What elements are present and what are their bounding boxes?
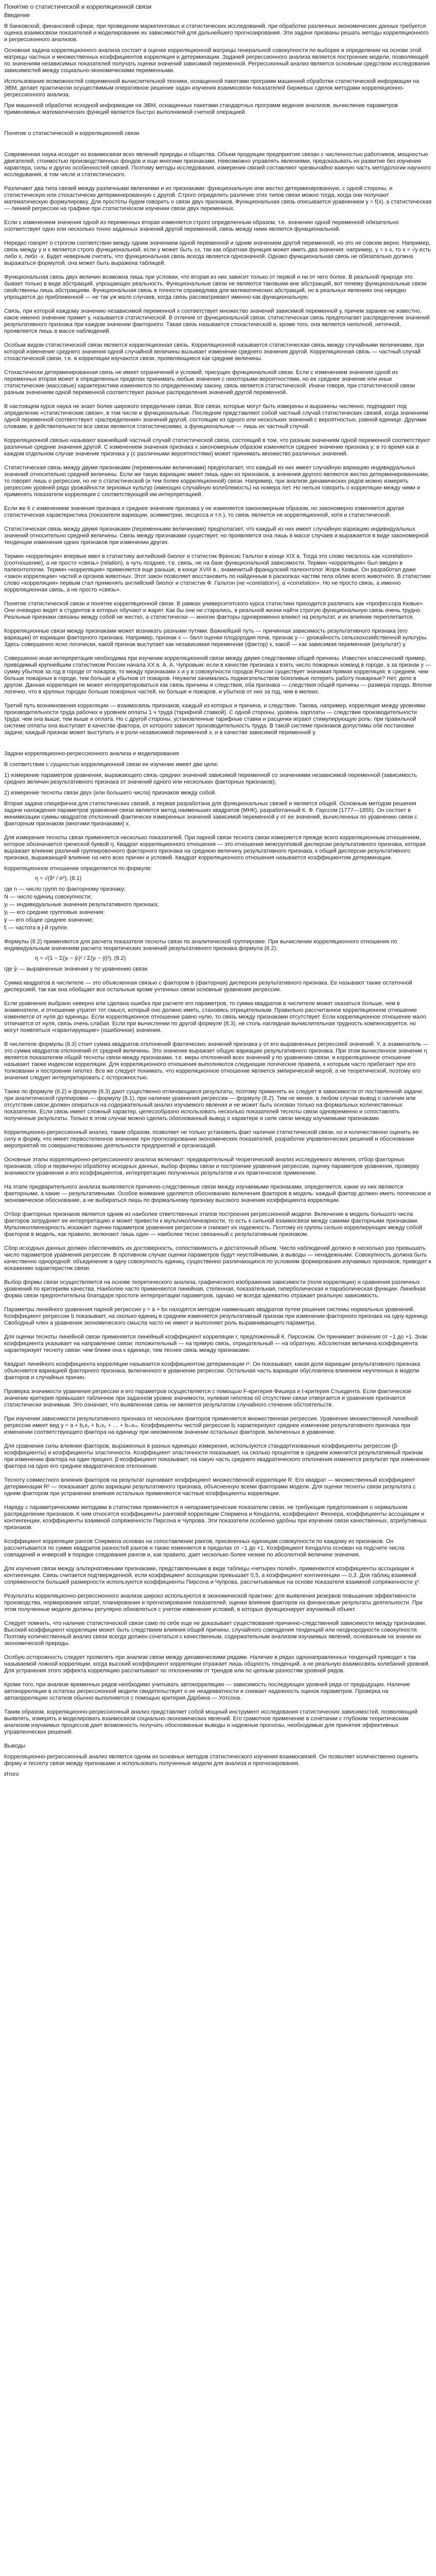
body-paragraph: Если же К с изменением значения признака х среднее значение признака у не изменяется закономерным образом, но закономерно изменяется другая статистическая характеристика (показатели вариации, асимметрии, эксцесса и т.п.), то связь является не корреляционной, хотя и статистической. [4, 505, 404, 518]
body-paragraph: Функциональная связь двух величин возможна лишь при условии, что вторая из них зависит только от первой и ни от чего более. В реальной природе это бывает только в виде абстракций, упрощающих реальность. Функциональные связи не являются таковыми вне абстракций, вот почему функциональные связи свойственны лишь абстракциям. Функциональная связь в точности справедлива для математических абстракций, но в реальных явлениях она нередко упрощается до приближенной — не так уж мало случаев, когда связь рассматривают именно как функциональную. [4, 274, 427, 300]
body-paragraph: Основные этапы корреляционно-регрессионного анализа включают: предварительный теоретический анализ исследуемого явления, отбор факторных признаков, сбор и первичную обработку исходных данных, выбор формы связи и построение уравнения регрессии, оценку параметров уравнения, проверку значимости уравнения и его коэффициентов, интерпретацию полученных результатов и их практическое применение. [4, 1157, 420, 1176]
formula-note: где ŷᵢ — выравненные значения у по уравнению связи. [4, 966, 149, 972]
body-paragraph: Результаты корреляционно-регрессионного анализа широко используются в экономической практике: для выявления резервов повышения эффективности производства, нормирования затрат, планирования и прогнозирования показателей, оценки влияния факторов на финансовые результаты деятельности. При этом полученные модели должны регулярно обновляться с учетом изменения условий, в которых функционирует изучаемый объект. [4, 1593, 423, 1613]
body-paragraph: Связь, при которой каждому значению независимой переменной х соответствует множество значений зависимой переменной у, причем заранее не известно, какое именно значение примет у, называется статистической. В отличие от функциональной связи, статистическая связь предполагает распределение значений результативного признака при каждом значении факторного. Такая связь называется стохастической и, кроме того, она является неполной, неточной, проявляется лишь в массе наблюдений. [4, 308, 430, 334]
body-paragraph: Для сравнения силы влияния факторов, выраженных в разных единицах измерения, используются стандартизованные коэффициенты регрессии (β-коэффициенты) и коэффициенты эластичности. Коэффициент эластичности показывает, на сколько процентов в среднем изменится результативный признак при изменении фактора на один процент. β-коэффициент показывает, на какую часть среднего квадратического отклонения изменится результат при изменении фактора на одно его среднее квадратическое отклонение. [4, 1443, 430, 1469]
legend-item: fⱼ — частота в j-й группе. [4, 925, 69, 931]
conclusion-label: Выводы [4, 1743, 26, 1749]
body-paragraph: Сбор исходных данных должен обеспечивать их достоверность, сопоставимость и достаточный объем. Число наблюдений должно в несколько раз превышать число параметров уравнения регрессии. В противном случае оценки параметров будут неустойчивыми, а выводы — ненадежными. Совокупность должна быть качественно однородной: объединение в одну совокупность единиц, существенно различающихся по условиям формирования изучаемых признаков, приводит к искажению характеристик связи. [4, 1245, 431, 1272]
body-paragraph: Для изучения связи между альтернативными признаками, представленными в виде таблицы «четырех полей», применяются коэффициенты ассоциации и контингенции. Связь считается подтвержденной, если коэффициент ассоциации превышает 0,5, а коэффициент контингенции — 0,3. Для таблиц взаимной сопряженности большей размерности используются коэффициенты Пирсона и Чупрова, рассчитываемые на основе показателя взаимной сопряженности χ². [4, 1566, 421, 1585]
body-paragraph: В соответствии с сущностью корреляционной связи ее изучение имеет две цели: [4, 761, 219, 768]
body-paragraph: Если с изменением значения одной из переменных вторая изменяется строго определенным образом, т.е. значению одной переменной обязательно соответствует одно или несколько точно заданных значений другой переменной, связь между ними является функциональной. [4, 219, 399, 232]
body-paragraph: В настоящем курсе наука не знает более широкого определения связи. Все связи, которые могут быть измерены и выражены численно, подпадают под определение «статистические связи», в том числе и функциональные. Последние представляют собой частный случай статистических связей, когда значениям одной переменной соответствуют «распределения» значений другой, состоящие из одного или нескольких значений с вероятностью, равной единице. Другими словами, в действительности все связи являются статистическими, а функциональные — лишь их частный случай. [4, 403, 428, 430]
body-paragraph: Нередко говорят о строгом соответствии между одним значением одной переменной и одним значением другой переменной, но это не совсем верно. Например, связь между у и х является строго функциональной, если у может быть ±x, так как обратная функция может иметь два значения: например, у = х·x, то х = √y есть либо х, либо -x. Будет неверным считать, что функциональная связь всегда является однозначной. Однако функциональная связь не обязательно должна выражаться формулой, она может быть выражена таблицей. [4, 240, 431, 266]
body-paragraph: Если уравнение выбрано неверно или сделана ошибка при расчете его параметров, то сумма квадратов в числителе может оказаться больше, чем в знаменателе, и отношение утратит тот смысл, который оно должно иметь, становясь отрицательным. Правильно рассчитанное корреляционное отношение изменяется от нуля до единицы. Если корреляционное отношение равно нулю, то связь между признаками отсутствует. Если корреляционное отношение мало отличается от нуля, связь очень слабая. Если при вычислении по другой формуле (8.3), не столь наглядная вычислительная трудность компенсируется, но могут появляться «гарантирующие» (ошибочное) значения. [4, 1001, 426, 1033]
body-paragraph: Сумма квадратов в числителе — это объясненная связью с фактором в (факторная) дисперсия результативного признака. Ее называют также остаточной дисперсией, так как она обобщает все остальные кроме учтенных связи основные уравнения регрессии. [4, 980, 412, 993]
body-paragraph: Для измерения тесноты связи применяется несколько показателей. При парной связи теснота связи измеряется прежде всего корреляционным отношением, которое обозначается греческой буквой η. Квадрат корреляционного отношения — это отношение межгрупповой дисперсии результативного признака, которая выражает влияние различий группировочного факторного признака на среднюю величину результативного признака, к общей дисперсии результативного признака, выражающей влияние на него всех причин и условий. Квадрат корреляционного отношения называется коэффициентом детерминации. [4, 835, 426, 861]
legend-item: где n — число групп по факторному признаку; [4, 886, 126, 892]
body-paragraph: Третий путь возникновения корреляции — взаимосвязь признаков, каждый из которых и причина, и следствие. Такова, например, корреляция между уровнями производительности труда рабочих и уровнем оплаты 1 ч труда (тарифной ставкой). С одной стороны, уровень зарплаты — следствие производительности труда: чем она выше, тем выше и оплата. Но с другой стороны, установленные тарифные ставки и расценки играют стимулирующую роль: при правильной системе оплаты она выступает в качестве фактора, от которого зависит производительность труда. В такой системе признаков допустимы обе постановки задачи; каждый признак может выступать и в роли независимой переменной х, и в качестве зависимой переменной у. [4, 703, 426, 736]
body-paragraph: Особую осторожность следует проявлять при анализе связи между динамическими рядами. Наличие в рядах однонаправленных тенденций приводит к так называемой ложной корреляции, когда высокий коэффициент корреляции отражает лишь общность тенденций, а не реальную взаимосвязь колебаний уровней. Для устранения этого эффекта корреляцию рассчитывают по отклонениям от трендов или по цепным разностям уровней рядов. [4, 1654, 430, 1674]
intro-paragraph: При машинной обработке исходной информации на ЭВМ, оснащенных пакетами стандартных программ ведения анализов, вычисление параметров применяемых математических функций является быстро выполняемой счетной операцией. [4, 103, 398, 115]
body-paragraph: Следует помнить, что наличие статистической связи само по себе еще не доказывает существования причинно-следственной зависимости между признаками. Высокий коэффициент корреляции может быть следствием влияния общей причины, случайного совпадения тенденций или неоднородности совокупности. Поэтому количественный анализ связи всегда должен сочетаться с качественным, содержательным анализом изучаемых явлений, основанным на знании их экономической природы. [4, 1620, 427, 1647]
body-paragraph: Особым видом статистической связи является корреляционная связь. Корреляционной называется статистическая связь между случайными величинами, при которой изменение среднего значения одной случайной величины вызывает изменение среднего значения другой. Корреляционная связь — частный случай стохастической связи, т.е. в корреляции изучаются связи, проявляющиеся как средние величины. [4, 342, 424, 362]
legend-item: yᵢ — индивидуальные значения результативного признака; [4, 902, 159, 908]
conclusion-text: Корреляционно-регрессионный анализ является одним из основных методов статистического изучения взаимосвязей. Он позволяет количественно оценить форму и тесноту связи между признаками и использовать полученные модели для анализа и прогнозирования. [4, 1754, 418, 1767]
body-paragraph: Корреляционно-регрессионный анализ, таким образом, позволяет не только установить факт наличия статистической связи, но и количественно оценить ее силу и форму, что имеет первостепенное значение при прогнозировании экономических показателей, разработке управленческих решений и обосновании мероприятий по совершенствованию деятельности предприятий и организаций. [4, 1129, 419, 1149]
body-paragraph: Тесноту совместного влияния факторов на результат оценивает коэффициент множественной корреляции R. Его квадрат — множественный коэффициент детерминации R² — показывает долю вариации результативного признака, объясненную всеми факторами модели. Для оценки тесноты связи результата с одним фактором при устранении влияния остальных применяются частные коэффициенты корреляции. [4, 1477, 416, 1497]
body-paragraph: Современная наука исходит из взаимосвязи всех явлений природы и общества. Объем продукции предприятия связан с численностью работников, мощностью двигателей, стоимостью производственных фондов и еще многими признаками. Невозможно управлять явлениями, предсказывать их развитие без изучения характера, силы и других особенностей связей. Поэтому методы исследования, измерения связей составляют чрезвычайно важную часть методологии научного исследования, в том числе и статистического. [4, 151, 431, 178]
list-item: 1) измерение параметров уравнения, выражающего связь средних значений зависимой переменной со значениями независимой переменной (зависимость средних величин результативного признака от значений одного или нескольких факторных признаков); [4, 772, 417, 785]
formula-8-1: η = √(δ² / σ²), (8.1) [35, 875, 82, 882]
body-paragraph: Отбор факторных признаков является одним из наиболее ответственных этапов построения регрессионной модели. Включение в модель большого числа факторов затрудняет ее интерпретацию и может привести к мультиколлинеарности, то есть к сильной взаимосвязи между самими факторными признаками. Мультиколлинеарность искажает оценки параметров уравнения регрессии и снижает их надежность. Поэтому из группы сильно коррелирующих между собой факторов в модель, как правило, включают лишь один — наиболее тесно связанный с результативным признаком. [4, 1211, 423, 1238]
body-paragraph: В числителе формулы (8.3) стоит сумма квадратов отклонений фактических значений признака у от его выравненных регрессией значений. Y, а знаменатель — это сумма квадратов отклонений от средней величины. Это значение выражает общую вариацию результативного признака. При этом вычисленное значение η является показателем общей тесноты связи между признаками, т.е. меры отклонений всех значений у по уравнению связи, и корреляционное отношение называют также индексом корреляции. Для корреляционного отношения выполняются следующие логические правила, к которым часто прибегают при его толковании и построении гипотез. Все же следует понимать, что корреляционное отношение является эмпирической мерой, а не теоретической, поэтому его значения следует интерпретировать с осторожностью. [4, 1041, 429, 1081]
subsection-heading: Задачи корреляционно-регрессионного анализа и моделирования [4, 751, 179, 757]
body-paragraph: Статистическая связь между двумя признаками (переменными величинами) предполагает, что каждый из них имеет случайную вариацию индивидуальных значений относительно средней величины. Если же такую вариацию имеет лишь один из признаков, а значения другого являются жестко детерминированными, то говорят лишь о регрессии, но не о статистической (и тем более корреляционной) связи. Например, при анализе динамических рядов можно измерять регрессию уровней ряда урожайности зерновых культур (имеющих случайную колеблемость) на номера лет. Но нельзя говорить о корреляции между ними и применять показатели корреляции с соответствующей им интерпретацией. [4, 465, 429, 498]
legend-item: ȳ — его общее среднее значение; [4, 917, 94, 923]
body-paragraph: Статистическая связь между двумя признаками (переменными величинами) предполагает, что каждый из них имеет случайную вариацию индивидуальных значений относительно средней величины. Связь между признаками существует, но проявляется она лишь в массе случаев и выражается в виде закономерной тенденции изменения одних признаков при изменении других. [4, 526, 429, 546]
body-paragraph: На этапе предварительного анализа выявляются причинно-следственные связи между изучаемыми признаками, определяется, какие из них являются факторными, а какие — результативными. Особое внимание уделяется обоснованию включения факторов в модель: каждый фактор должен иметь логическое и экономическое обоснование, а не выбираться лишь по формальному признаку высокого значения коэффициента корреляции. [4, 1184, 431, 1204]
body-paragraph: Коэффициент корреляции рангов Спирмена основан на сопоставлении рангов, присвоенных единицам совокупности по каждому из признаков. Он рассчитывается по сумме квадратов разностей рангов и также изменяется в пределах от −1 до +1. Коэффициент Кендалла основан на подсчете числа совпадений и инверсий в порядке следования рангов и, как правило, дает несколько более низкие по абсолютной величине значения. [4, 1538, 405, 1558]
body-paragraph: Различают два типа связей между различными явлениями и их признаками: функциональную или жестко детерминированную, с одной стороны, и статистическую или стохастически детерминированную с другой. Строго определить различие этих типов связи можно тогда, когда они получают математическую формулировку. Для простоты будем говорить о связи двух признаков. Функциональная связь описывается уравнением y = f(x), а статистическая — линией регрессии на графике при статистическом изучении связи двух переменных. [4, 185, 432, 212]
body-paragraph: Корреляционной связью называют важнейший частный случай статистической связи, состоящий в том, что разным значениям одной переменной соответствуют различные средние значения другой. С изменением значения признака х закономерным образом изменяется среднее значение признака у; в то время как в каждом отдельном случае значение признака у (с различными вероятностями) может принимать множество различных значений. [4, 437, 430, 457]
body-paragraph: Выбор формы связи осуществляется на основе теоретического анализа, графического изображения зависимости (поля корреляции) и сравнения различных уравнений по критериям качества. Наиболее часто применяются линейная, степенная, показательная, гиперболическая и параболическая функции. Линейная форма связи предпочтительна благодаря простоте интерпретации параметров, однако не всегда адекватно отражает реальную зависимость. [4, 1279, 426, 1299]
body-paragraph: Корреляционное отношение определяется по формуле: [4, 866, 152, 872]
body-paragraph: Стохастически детерминированная связь не имеет ограничений и условий, присущих функциональной связи. Если с изменением значения одной из переменных вторая может в определенных пределах принимать любые значения с некоторыми вероятностями, но ее среднее значение или иные статистические (массовые) характеристики изменяются по определенному закону, связь является статистической. Иначе говоря, при статистической связи разным значениям одной переменной соответствуют разные распределения значений другой переменной. [4, 369, 415, 396]
intro-paragraph: Использование возможностей современной вычислительной техники, оснащенной пакетами программ машинной обработки статистической информации на ЭВМ, делает практически осуществимым оперативное решение задач изучения взаимосвязи показателей биржевых сделок методами корреляционно-регрессионного анализа. [4, 78, 419, 98]
body-paragraph: Формулы (8.2) применяются для расчета показателя тесноты связи по аналитической группировке. При вычислении корреляционного отношения по индивидуальным значениям расчета теоретических значений результативного признака формула (8.2): [4, 939, 397, 952]
body-paragraph: Вторая задача специфична для статистических связей, а первая разработана для функциональных связей и является общей. Основным методом решения задачи нахождения параметров уравнения связи является метод наименьших квадратов (МНК), разработанный К. Ф. Гауссом (1777—1855). Он состоит в минимизации суммы квадратов отклонений фактически измеренных значений зависимой переменной у от ее значений, вычисленных по уравнению связи с факторным признаком (многими признаками) х. [4, 801, 417, 827]
body-paragraph: Параметры линейного уравнения парной регрессии y = a + bx находятся методом наименьших квадратов путем решения системы нормальных уравнений. Коэффициент регрессии b показывает, на сколько единиц в среднем изменяется результативный признак при изменении факторного признака на одну единицу. Свободный член a уравнения экономического смысла часто не имеет и выполняет роль выравнивающего параметра. [4, 1307, 429, 1326]
body-paragraph: Проверка значимости уравнения регрессии и его параметров осуществляется с помощью F-критерия Фишера и t-критерия Стьюдента. Если фактическое значение критерия превышает табличное при заданном уровне значимости, нулевая гипотеза об отсутствии связи отвергается и уравнение признается статистически значимым. Это означает, что выявленная связь не является результатом случайного стечения обстоятельств. [4, 1388, 412, 1408]
body-paragraph: Корреляционные связи между признаками может возникать разными путями. Важнейший путь — причинная зависимость результативного признака (его вариации) от вариации факторного признака. Например, признак х — балл оценки плодородия почв, признак у — урожайность сельскохозяйственной культуры. Здесь совершенно ясно логически, какой признак выступает как независимая переменная (фактор) х, какой — как зависимая переменная (результат) у. [4, 628, 428, 648]
body-paragraph: Кроме того, при анализе временных рядов необходимо учитывать автокорреляцию — зависимость последующих уровней ряда от предыдущих. Наличие автокорреляции в остатках регрессионной модели свидетельствует о ее неадекватности и снижает надежность оценок параметров. Проверка на автокорреляцию остатков обычно выполняется с помощью критерия Дарбина — Уотсона. [4, 1682, 410, 1701]
body-paragraph: Таким образом, корреляционно-регрессионный анализ представляет собой мощный инструмент исследования статистических зависимостей, позволяющий выявлять, измерять и моделировать взаимосвязи социально-экономических явлений. Его грамотное применение в сочетании с глубоким теоретическим анализом изучаемых процессов дает возможность получать обоснованные выводы и надежные прогнозы, необходимые для принятия эффективных управленческих решений. [4, 1709, 417, 1735]
intro-paragraph: Основная задача корреляционного анализа состоит в оценке корреляционной матрицы генеральной совокупности по выборке и определении на основе этой матрицы частных и множественных коэффициентов корреляции и детерминации. Задачей регрессионного анализа является построение модели, позволяющей по значениям независимых показателей получать оценки значений зависимой переменной. Регрессионный анализ является основным средством исследования зависимостей между социально-экономическими переменными. [4, 47, 430, 74]
document-title: Понятие о статистической и корреляционной связи [4, 3, 152, 10]
body-paragraph: Термин «корреляция» впервые ввел в статистику английский биолог и статистик Френсис Гальтон в конце XIX в. Тогда это слово писалось как «corelation» (соотношение), а не просто «связь» (relation), а чуть позднее, т.е. связь, не на базе функциональной зависимости. Термин «корреляция» был введен в палеонтологии. Термин «корреляция» применяется еще раньше, в конце XVIII в., знаменитый французский палеонтолог Жорж Кювье. Он разработал даже «закон корреляции» частей и органов животных. Этот закон позволяет восстановить по найденным в раскопках частям тела облик всего животного. В статистике слово «корреляция» первым стал применять английский биолог и статистик Ф. Гальтон (не «corelation»), а «correlation». Но не просто связь, а именно корреляционная связь, а не просто «связь». [4, 553, 431, 593]
body-paragraph: Наряду с параметрическими методами в статистике применяются и непараметрические показатели связи, не требующие предположения о нормальном распределении признаков. К ним относятся коэффициенты ранговой корреляции Спирмена и Кендалла, коэффициент Фехнера, коэффициенты ассоциации и контингенции, коэффициенты взаимной сопряженности Пирсона и Чупрова. Эти показатели особенно удобны при изучении связи качественных, атрибутивных признаков. [4, 1504, 427, 1531]
body-paragraph: Совершенно иная интерпретация необходима при изучении корреляционной связи между двумя следствиями общей причины. Известен классический пример, приводимый крупнейшим статистиком России начала XX в. А. А. Чупровым: если в качестве признака х взять число пожарных команд в городе, а за признак у — сумму убытков за год в городе от пожаров, то между признаками х и у в совокупности городов России существует значимая прямая корреляция; в среднем, чем больше пожарных в городе, тем больше и убытков от пожаров. Неужели занимались поджигательством боязливые потерять работу пожарные? Нет, дело в другом. Данная корреляция не может интерпретироваться как связь причины и следствия, оба признака — следствия общей причины — размера города. Вполне логично, что в крупных городах больше пожарных частей, но больше и пожаров, и убытков от них за год, чем в мелких. [4, 655, 432, 695]
intro-heading: Введение [4, 12, 30, 19]
body-paragraph: При изучении зависимости результативного признака от нескольких факторов применяется множественная регрессия. Уравнение множественной линейной регрессии имеет вид y = a + b₁x₁ + b₂x₂ + … + bₘxₘ. Коэффициенты чистой регрессии bⱼ характеризуют среднее изменение результативного признака при изменении соответствующего фактора на единицу при неизменном значении остальных факторов, включенных в уравнение. [4, 1416, 418, 1435]
body-paragraph: Квадрат линейного коэффициента корреляции называется коэффициентом детерминации r². Он показывает, какая доля вариации результативного признака объясняется вариацией факторного признака, включенного в уравнение регрессии. Остальная часть вариации обусловлена влиянием неучтенных в модели факторов и случайных причин. [4, 1361, 421, 1381]
legend-item: ȳⱼ — его средние групповые значения; [4, 909, 105, 916]
body-paragraph: Также по формуле (8.2) и формуле (8.3) дают существенно отличающиеся результаты, поэтому применять их следует в зависимости от поставленной задачи: при аналитической группировке — формулу (8.1), при наличии уравнения регрессии — формулу (8.2). Тем не менее, в любом случае вывод о наличии или отсутствии связи должен опираться на содержательный анализ изучаемого явления и не может быть основан только на формальных количественных показателях. Если связь имеет сложный характер, целесообразно использовать несколько показателей тесноты связи одновременно и сопоставлять полученные результаты. Только в этом случае можно сделать обоснованный вывод о характере и силе связи между изучаемыми признаками. [4, 1089, 424, 1122]
list-item: 2) измерение тесноты связи двух (или большего числа) признаков между собой. [4, 790, 217, 796]
legend-item: N — число единиц совокупности; [4, 894, 92, 900]
body-paragraph: Для оценки тесноты линейной связи применяется линейный коэффициент корреляции r, предложенный К. Пирсоном. Он принимает значения от −1 до +1. Знак коэффициента указывает на направление связи: положительный — на прямую связь, отрицательный — на обратную. Абсолютная величина коэффициента характеризует тесноту связи: чем ближе она к единице, тем теснее связь между признаками. [4, 1334, 427, 1353]
intro-paragraph: В банковской, финансовой сфере, при проведении маркетинговых и статистических исследований, при обработке различных экономических данных требуется оценка взаимосвязи показателей и моделирование их зависимостей для дальнейшего прогнозирования. Эти задачи призваны решать методы корреляционного и регрессионного анализов. [4, 23, 429, 43]
body-paragraph: Понятие статистической связи и понятие корреляционной связи. В рамках университетского курса статистики приходится различать как «профессора Кювье». Они очевидно видят в студентов в которых обучают и жарят. Как бы они ни старались, в реальной жизни найти строгую функциональную связь очень трудно. Реальные признаки связаны между собой не жестко, а статистически — многие факторы одновременно влияют на результат, и их влияние переплетается. [4, 601, 424, 620]
formula-8-2: η = √(1 − Σ(yᵢ − ŷᵢ)² / Σ(yᵢ − ȳ)²), (8.2) [35, 955, 126, 961]
section-heading: Понятие о статистической и корреляционной связи [4, 130, 139, 137]
end-label: Итого [4, 1771, 19, 1777]
